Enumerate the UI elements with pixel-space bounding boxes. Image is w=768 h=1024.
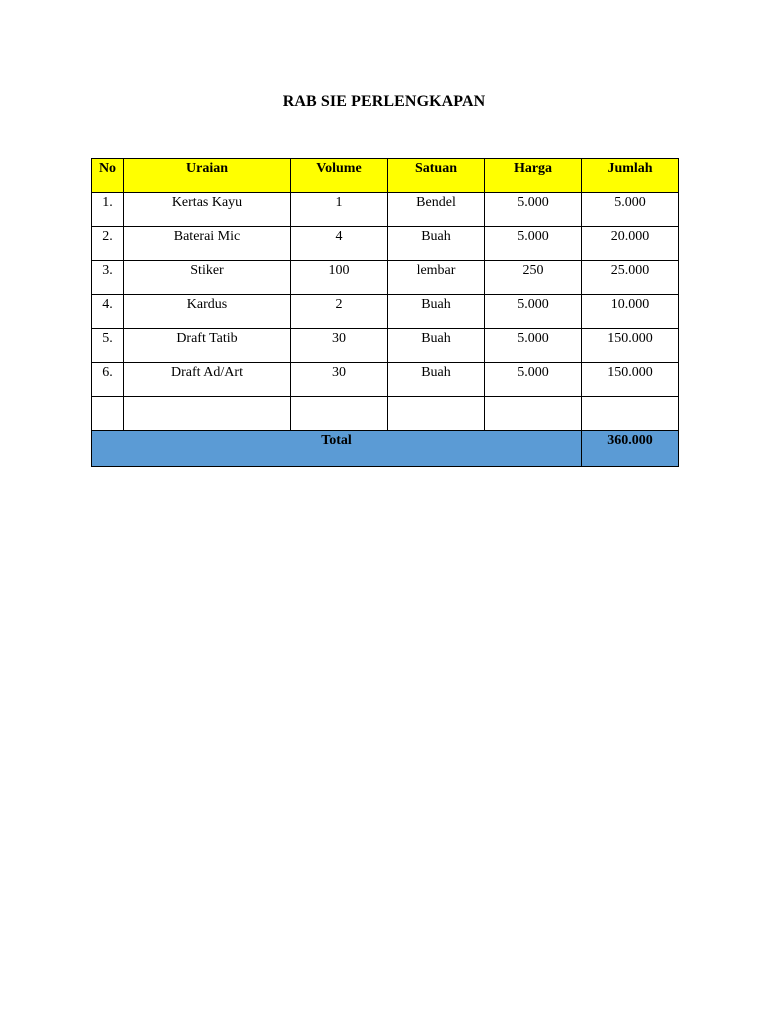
- cell-harga: 5.000: [485, 329, 582, 363]
- cell-uraian: Kertas Kayu: [124, 193, 291, 227]
- total-label: Total: [92, 431, 582, 467]
- cell-no: 4.: [92, 295, 124, 329]
- table-header-row: [92, 159, 679, 193]
- cell-volume: 100: [291, 261, 388, 295]
- cell-satuan: lembar: [388, 261, 485, 295]
- table-row: [92, 227, 679, 261]
- cell-satuan: Buah: [388, 295, 485, 329]
- cell-harga: 5.000: [485, 363, 582, 397]
- cell-uraian: Draft Ad/Art: [124, 363, 291, 397]
- cell-harga: [485, 397, 582, 431]
- cell-volume: 4: [291, 227, 388, 261]
- table-row: [92, 329, 679, 363]
- cell-jumlah: 150.000: [582, 329, 679, 363]
- header-satuan: Satuan: [388, 159, 485, 193]
- table-row-empty: [92, 397, 679, 431]
- cell-jumlah: 20.000: [582, 227, 679, 261]
- header-harga: Harga: [485, 159, 582, 193]
- cell-no: 3.: [92, 261, 124, 295]
- cell-jumlah: 150.000: [582, 363, 679, 397]
- total-value: 360.000: [582, 431, 679, 467]
- page-title: RAB SIE PERLENGKAPAN: [282, 93, 486, 110]
- cell-volume: 1: [291, 193, 388, 227]
- cell-volume: 30: [291, 329, 388, 363]
- cell-jumlah: 10.000: [582, 295, 679, 329]
- cell-harga: 5.000: [485, 227, 582, 261]
- cell-uraian: Stiker: [124, 261, 291, 295]
- cell-satuan: Buah: [388, 363, 485, 397]
- cell-jumlah: 25.000: [582, 261, 679, 295]
- cell-volume: [291, 397, 388, 431]
- table-row: [92, 193, 679, 227]
- header-uraian: Uraian: [124, 159, 291, 193]
- table-row: [92, 363, 679, 397]
- total-row: [92, 431, 679, 467]
- cell-no: 2.: [92, 227, 124, 261]
- cell-satuan: Buah: [388, 227, 485, 261]
- cell-no: 1.: [92, 193, 124, 227]
- header-volume: Volume: [291, 159, 388, 193]
- cell-no: 6.: [92, 363, 124, 397]
- cell-volume: 30: [291, 363, 388, 397]
- cell-uraian: Baterai Mic: [124, 227, 291, 261]
- cell-uraian: Draft Tatib: [124, 329, 291, 363]
- cell-satuan: [388, 397, 485, 431]
- table-row: [92, 261, 679, 295]
- cell-no: 5.: [92, 329, 124, 363]
- cell-satuan: Bendel: [388, 193, 485, 227]
- cell-jumlah: 5.000: [582, 193, 679, 227]
- header-jumlah: Jumlah: [582, 159, 679, 193]
- cell-no: [92, 397, 124, 431]
- cell-volume: 2: [291, 295, 388, 329]
- cell-harga: 5.000: [485, 295, 582, 329]
- header-no: No: [92, 159, 124, 193]
- cell-uraian: [124, 397, 291, 431]
- cell-uraian: Kardus: [124, 295, 291, 329]
- cell-harga: 5.000: [485, 193, 582, 227]
- table-row: [92, 295, 679, 329]
- rab-table: [91, 158, 679, 467]
- cell-jumlah: [582, 397, 679, 431]
- cell-satuan: Buah: [388, 329, 485, 363]
- cell-harga: 250: [485, 261, 582, 295]
